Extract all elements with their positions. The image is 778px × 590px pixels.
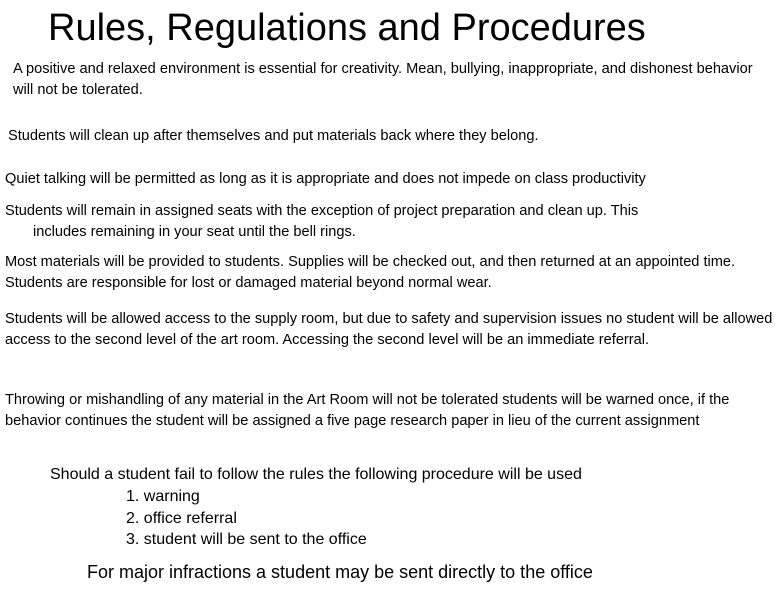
procedure-step-warning: 1. warning: [126, 488, 200, 505]
procedure-step-sent-to-office: 3. student will be sent to the office: [126, 531, 367, 548]
page-title: Rules, Regulations and Procedures: [48, 7, 646, 49]
rule-quiet-talking: Quiet talking will be permitted as long as it is appropriate and does not impede on class productivity: [5, 171, 646, 187]
rule-positive-environment: A positive and relaxed environment is essential for creativity. Mean, bullying, inappropriate, and dishonest behavior will not be tolerated.: [13, 61, 753, 98]
procedure-step-office-referral: 2. office referral: [126, 509, 237, 527]
rule-mishandling: Throwing or mishandling of any material in the Art Room will not be tolerated students will be warned once, if the behavior continues the student will be assigned a five page research paper in lieu of the current assignment: [5, 392, 730, 429]
rule-assigned-seats-main: Students will remain in assigned seats with the exception of project preparation and clean up. This: [5, 203, 639, 219]
procedure-heading: Should a student fail to follow the rules the following procedure will be used: [50, 466, 582, 483]
rule-assigned-seats-continuation: includes remaining in your seat until the bell rings.: [33, 223, 356, 240]
rule-materials: Most materials will be provided to students. Supplies will be checked out, and then returned at an appointed time. Students are responsible for lost or damaged material beyond normal wear.: [5, 254, 736, 291]
major-infractions-note: For major infractions a student may be sent directly to the office: [87, 562, 593, 582]
rule-clean-up: Students will clean up after themselves and put materials back where they belong.: [8, 128, 539, 144]
rule-assigned-seats: [5, 201, 770, 242]
procedure-steps: [126, 486, 367, 551]
rule-supply-room: Students will be allowed access to the supply room, but due to safety and supervision issues no student will be allowed access to the second level of the art room. Accessing the second level will be an immediate referral.: [5, 311, 773, 348]
